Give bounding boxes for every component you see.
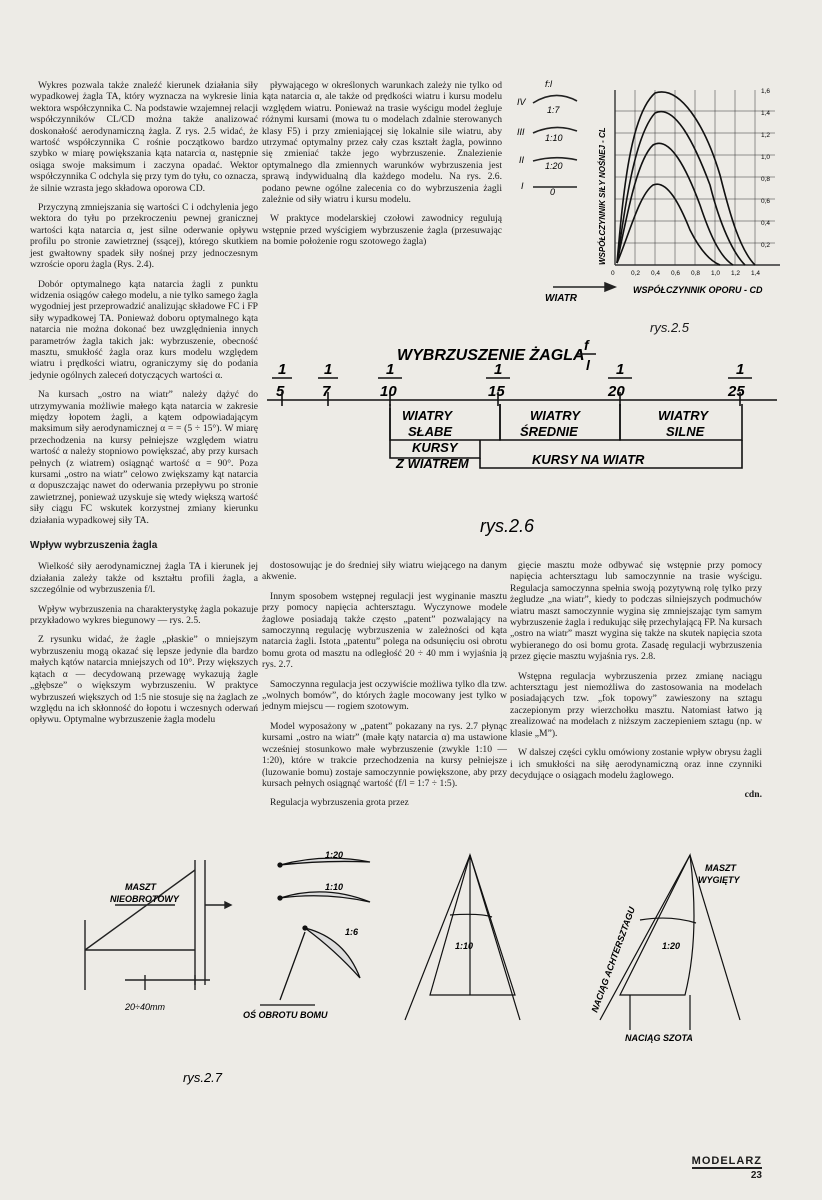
y-tick-label: 1,6 <box>761 88 771 95</box>
paragraph: Innym sposobem wstępnej regulacji jest wyginanie masztu przy pomocy napięcia achtersztagu. Wyczynowe modele żaglowe posiadają także często „patent” pozwalający na samoczynną regulację wybrzuszenia w zależności od kąta natarcia żagli. Istota „patentu” polega na odsunięciu osi obrotu bomu grota od masztu na odległość 20 ÷ 40 mm i wyjaśnia ją rys. 2.7. <box>262 590 507 671</box>
sail-straight <box>405 855 520 1020</box>
figure-caption: rys.2.5 <box>650 320 690 335</box>
x-tick-label: 1,2 <box>731 270 741 277</box>
profile-ratio-label: 1:10 <box>545 133 563 143</box>
x-axis-label: WSPÓŁCZYNNIK OPORU - CD <box>633 285 763 295</box>
text-column-2-bottom <box>262 560 507 817</box>
roman-label: I <box>521 181 524 191</box>
x-tick-label: 0 <box>611 270 615 277</box>
wind-arrow <box>553 283 615 291</box>
roman-label: II <box>519 155 525 165</box>
ratio-label: 1:20 <box>662 941 681 951</box>
paragraph: W praktyce modelarskiej czołowi zawodnicy regulują wstępnie przed wyścigiem wybrzuszenie żagla (przesuwając na bomie położenie rogu szotowego żagla) <box>262 213 502 248</box>
x-tick-label: 0,8 <box>691 270 701 277</box>
paragraph: Regulacja wybrzuszenia grota przez <box>270 797 409 809</box>
figure-2-7 <box>25 850 415 1090</box>
profile-ratio-label: 1:20 <box>545 161 563 171</box>
figure-2-5 <box>505 75 790 325</box>
mast-boom-sketch <box>85 860 231 990</box>
text-column-2 <box>262 80 502 256</box>
x-tick-label: 0,4 <box>651 270 661 277</box>
tick-den: 5 <box>276 383 285 400</box>
y-tick-label: 0,2 <box>761 242 771 249</box>
figure-2-6 <box>262 330 782 545</box>
backstay-label: NACIĄG ACHTERSZTAGU <box>589 905 638 1014</box>
x-tick-label: 1,4 <box>751 270 761 277</box>
mast-label: MASZT <box>705 863 736 873</box>
x-tick-label: 1,0 <box>711 270 721 277</box>
magazine-name: MODELARZ <box>691 1155 762 1167</box>
paragraph: Dobór optymalnego kąta natarcia żagli z punktu widzenia osiągów całego modelu, a nie tylko samego żagla wygodniej jest przeprowadzić analizując składowe FC i FP siły wypadkowej TA. Ponieważ doboru optymalnego kąta natarcia nie można dokonać bez uwzględnienia innych parametrów żagla takich jak: wybrzuszenie, obecność masztu, smukłość żagla oraz kurs modelu względem wiatru i prędkości wiatru, ograniczymy się do podania jedynie ogólnych zaleceń dotyczących wartości α. <box>30 278 258 381</box>
sheet-label: NACIĄG SZOTA <box>625 1033 693 1043</box>
paragraph: gięcie masztu może odbywać się wstępnie przy pomocy napięcia achtersztagu lub samoczynnie na trasie wyścigu. Regulacja samoczynna spełnia swoją pozytywną rolę tylko przy żegludze „na wiatr”, kiedy to podczas silniejszych podmuchów wiatru maszt samoczynnie wygina się zmniejszając tym samym wybrzuszenie żagla i redukując siłę przechylającą FP. Na kursach „ostro na wiatr” maszt wygina się także na skutek napięcia szota wybieranego do osi bomu grota. Zasadę regulacji wybrzuszenia przez gięcie masztu wyjaśnia rys. 2.8. <box>510 560 762 663</box>
wind-medium-label: WIATRY <box>530 408 581 423</box>
tick-den: 15 <box>488 383 505 400</box>
paragraph: Przyczyną zmniejszania się wartości C i odchylenia jego wektora do tyłu po przekroczeniu pewnej granicznej wartości kąta natarcia α, jest silne oderwanie opływu profilu po stronie zawietrznej (ssącej), którego skutkiem jest gwałtowny spadek siły nośnej przy jednoczesnym wzroście oporu żagla (Rys. 2.4). <box>30 202 258 271</box>
wind-strong-label: SILNE <box>666 424 705 439</box>
tick-den: 7 <box>322 383 331 400</box>
offset-label: 20÷40mm <box>125 1002 165 1012</box>
figure-caption: rys.2.7 <box>183 1070 223 1085</box>
ratio-label: 1:10 <box>455 941 474 951</box>
tick-num: 1 <box>616 361 625 378</box>
wind-label: WIATR <box>545 293 578 304</box>
y-axis-label: WSPÓŁCZYNNIK SIŁY NOŚNEJ - CL <box>598 127 607 265</box>
profile-ratio-label: 0 <box>550 187 556 197</box>
wind-medium-label: ŚREDNIE <box>520 424 578 439</box>
figure-2-8 <box>400 845 780 1045</box>
polar-curves <box>617 92 755 265</box>
paragraph: Na kursach „ostro na wiatr” należy dążyć do utrzymywania możliwie małego kąta natarcia w zakresie między łopotem żagli, a kątem odpowiadającym maksimum siły aerodynamicznej α = = (5 ÷ 15°). W miarę przechodzenia na kursy pełniejsze względem wiatru wartość α należy stopniowo powiększać, aby przy kursach pełnych (z wiatrem) osiągnąć wartość α = 90°. Poza kursami „ostro na wiatr” celowo zwiększamy kąt natarcia α dopuszczając nawet do oderwania przepływu po stronie zawietrznej, ponieważ uzyskuje się wtedy większą wartość siły ciągu FC wskutek korzystnej zmiany kierunku działania wypadkowej siły TA. <box>30 389 258 526</box>
wind-strong-label: WIATRY <box>658 408 709 423</box>
paragraph: Z rysunku widać, że żagle „płaskie” o mniejszym wybrzuszeniu mogą okazać się lepsze jedynie dla bardzo małych kątów natarcia mniejszych od 10°. Przy większych kątach α — decydowaną przewagę wykazują żagle „głębsze” o większym wybrzuszeniu. W praktyce wybrzuszeń większych od 1:5 nie stosuje się na żaglach ze względu na ich skłonność do łopotu i wczesnych oderwań opływu. Optymalne wybrzuszenie żagla modelu <box>30 634 258 726</box>
paragraph: Samoczynna regulacja jest oczywiście możliwa tylko dla tzw. „wolnych bomów”, do których żagle mocowany jest tylko w jednym miejscu — rogiem szotowym. <box>262 678 508 713</box>
title-fraction-den: l <box>586 357 590 373</box>
paragraph: Wstępna regulacja wybrzuszenia przez zmianę naciągu achtersztagu jest niemożliwa do zastosowania na modelach posiadających tzw. „fok topowy” zawieszony na sztagu zaczepionym przy wierzchołku masztu. Natomiast łatwo ją zrealizować na modelach z niższym zaczepieniem sztagu (np. w klasie „M”). <box>510 670 762 739</box>
roman-label: IV <box>517 97 526 107</box>
wind-weak-label: WIATRY <box>402 408 453 423</box>
tick-den: 25 <box>728 383 745 400</box>
upwind-label: KURSY NA WIATR <box>532 452 645 467</box>
wind-weak-label: SŁABE <box>408 424 453 439</box>
mast-label: MASZT <box>125 882 156 892</box>
text-column-1 <box>30 80 258 734</box>
tick-den: 20 <box>608 383 625 400</box>
text-column-3 <box>510 560 762 801</box>
tick-labels <box>272 361 752 400</box>
figure-caption: rys.2.6 <box>480 516 535 536</box>
diagram-title: WYBRZUSZENIE ŻAGLA <box>397 347 585 364</box>
title-fraction-num: f <box>584 337 589 353</box>
paragraph: W dalszej części cyklu omówiony zostanie wpływ obrysu żagli i ich smukłości na siłę aerodynamiczną oraz inne czynniki decydujące o osiągach modelu żaglowego. <box>510 747 762 781</box>
tick-num: 1 <box>278 361 287 378</box>
y-tick-label: 1,0 <box>761 154 771 161</box>
ratio-label: 1:6 <box>345 927 359 937</box>
page-footer <box>692 1155 762 1181</box>
paragraph: Wykres pozwala także znaleźć kierunek działania siły wypadkowej żagla TA, który wyznacza na wykresie linia wektora współczynnika C. Na podstawie wzajemnej relacji współczynników CL/CD można także analizować doskonałość aerodynamiczną żagla. Z rys. 2.5 widać, że wartość współczynnika C rośnie początkowo bardzo szybko w miarę powiększania kąta natarcia α, następnie osiąga swoje maksimum i zaczyna opadać. Wektor współczynnika C odchyla się przy tym do tyłu, co oznacza, że silnie wzrasta jego składowa oporowa CD. <box>30 80 258 194</box>
paragraph: Wielkość siły aerodynamicznej żagla TA i kierunek jej działania zależy także od kształtu profili żagla, a szczególnie od wybrzuszenia f/l. <box>30 561 258 596</box>
mast-label: NIEOBROTOWY <box>110 894 179 904</box>
roman-label: III <box>517 127 525 137</box>
ratio-label: 1:10 <box>325 882 344 892</box>
profile-ratio-label: f:l <box>545 79 553 89</box>
y-tick-label: 0,8 <box>761 176 771 183</box>
continued-marker: cdn. <box>744 789 762 801</box>
paragraph: pływającego w określonych warunkach zależy nie tylko od kąta natarcia α, ale także od prędkości wiatru i kursu modelu względem wiatru. Ponieważ na trasie wyścigu model żegluje różnymi kursami (mowa tu o modelach zdalnie sterowanych klasy F5) i przy zmieniającej się lokalnie sile wiatru, aby utrzymać optymalny przez cały czas kształt żagla, powinno się zmieniać także jego wybrzuszenie. Znalezienie optymalnego dla zmiennych warunków wybrzuszenia jest sprawą indywidualną dla każdego modelu. Na rys. 2.6. podano pewne ogólne zalecenia co do wybrzuszenia żagli zależnie od siły wiatru i kursu modelu. <box>262 80 502 206</box>
tick-den: 10 <box>380 383 397 400</box>
y-tick-label: 1,2 <box>761 132 771 139</box>
ratio-label: 1:20 <box>325 850 344 860</box>
mast-label: WYGIĘTY <box>698 875 740 885</box>
section-heading: Wpływ wybrzuszenia żagla <box>30 540 158 552</box>
y-tick-label: 0,6 <box>761 198 771 205</box>
tick-num: 1 <box>324 361 333 378</box>
page-number: 23 <box>692 1167 762 1181</box>
tick-num: 1 <box>386 361 395 378</box>
downwind-label: Z WIATREM <box>396 456 469 471</box>
pivot-axis-label: OŚ OBROTU BOMU <box>243 1010 328 1020</box>
paragraph: Model wyposażony w „patent” pokazany na rys. 2.7 płynąc kursami „ostro na wiatr” (małe kąty natarcia α) ma ustawione wcześniej stosunkowo małe wybrzuszenie (zwykle 1:10 — 1:20), które w trakcie przechodzenia na kursy pełniejsze (luzowanie bomu) zostaje samoczynnie powiększone, aby przy kursach pełnych osiągnąć wartość (f/l = 1:7 ÷ 1:5). <box>262 720 507 789</box>
x-tick-label: 0,2 <box>631 270 641 277</box>
downwind-label: KURSY <box>412 440 458 455</box>
tick-num: 1 <box>736 361 745 378</box>
y-tick-label: 0,4 <box>761 220 771 227</box>
x-tick-label: 0,6 <box>671 270 681 277</box>
tick-num: 1 <box>494 361 503 378</box>
profile-ratio-label: 1:7 <box>547 105 560 115</box>
paragraph: dostosowując je do średniej siły wiatru wiejącego na danym akwenie. <box>262 560 507 583</box>
paragraph: Wpływ wybrzuszenia na charakterystykę żagla pokazuje przykładowo wykres biegunowy — rys. 2.5. <box>30 603 258 627</box>
y-tick-label: 1,4 <box>761 110 771 117</box>
